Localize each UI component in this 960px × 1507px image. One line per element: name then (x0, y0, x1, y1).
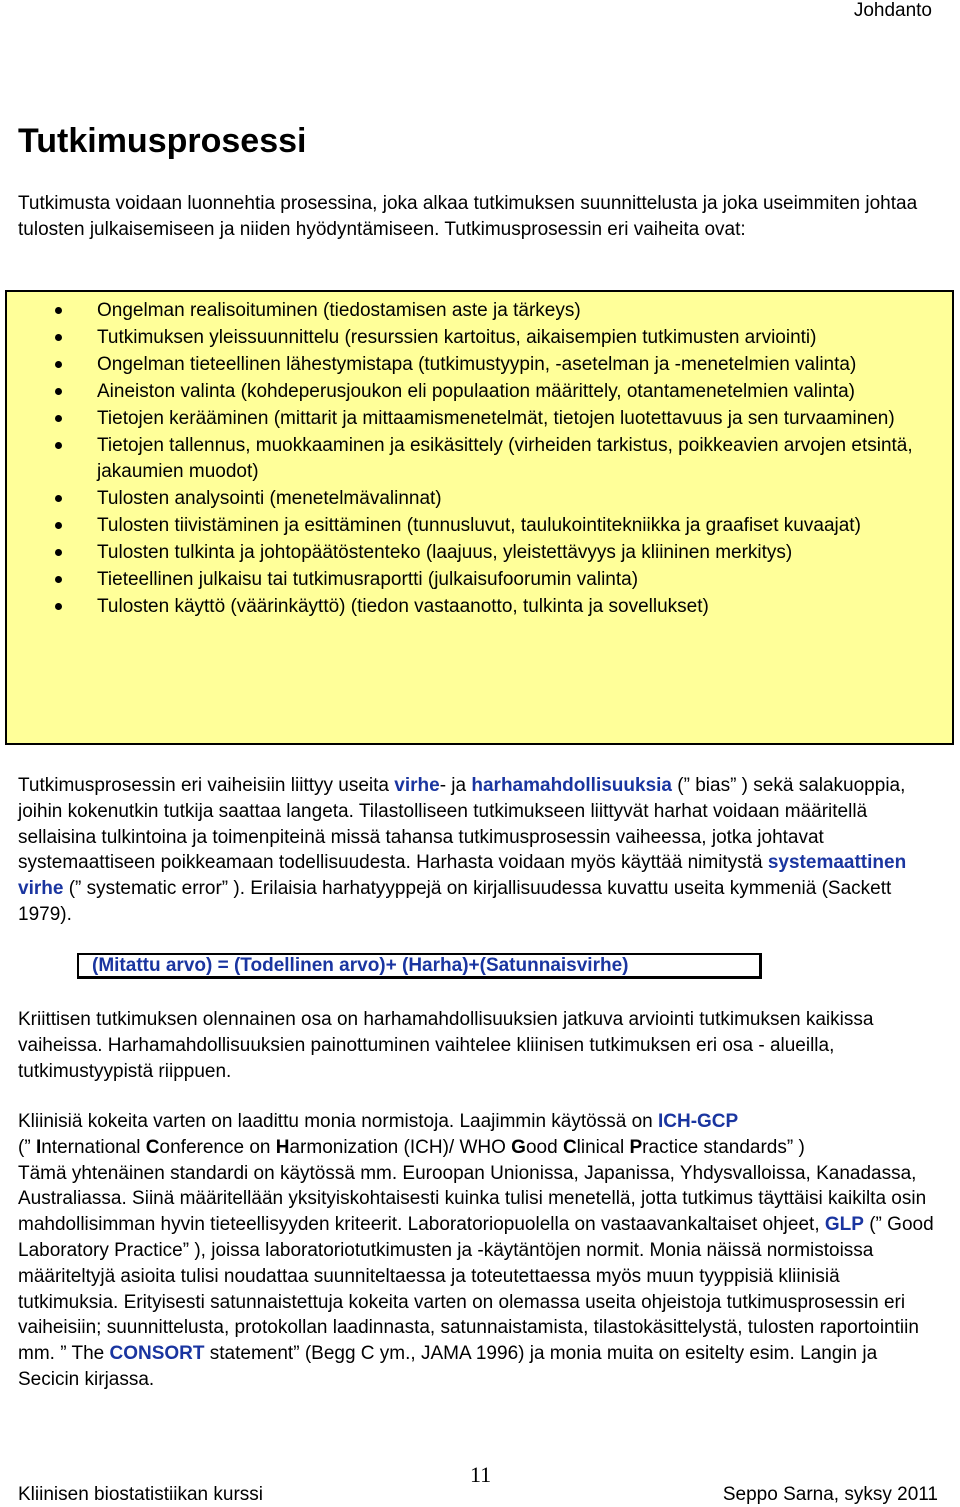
initial-H: H (275, 1136, 290, 1158)
initial-C: C (145, 1136, 160, 1158)
term-systematic-error: systemaattinen virhe (18, 852, 907, 900)
bullet-icon (55, 522, 62, 529)
page-number: 11 (470, 1462, 492, 1487)
standards-paragraph (18, 1109, 943, 1393)
bullet-icon (55, 334, 62, 341)
bullet-icon (55, 415, 62, 422)
initial-P: P (629, 1136, 643, 1158)
footer-author: Seppo Sarna, syksy 2011 (722, 1484, 938, 1505)
section-header: Johdanto (853, 0, 932, 21)
standards-text: Kliinisiä kokeita varten on laadittu monia normistoja. Laajimmin käytössä on (18, 1111, 658, 1132)
formula-box: (Mitattu arvo) = (Todellinen arvo)+ (Harha)+(Satunnaisvirhe) (77, 953, 762, 979)
bullet-icon (55, 442, 62, 449)
standards-text: Tämä yhtenäinen standardi on käytössä mm. Euroopan Unionissa, Japanissa, Yhdysvalloissa, Kanadassa, Australiassa. Siinä määritellään yksityiskohtaisesti kuinka tulisi menetellä, jotta tutkimus täyttäisi kaikilta osin mahdollisimman hyvin tieteellisyyden kriteerit. Laboratoriopuolella on vastaavankaltaiset ohjeet, (18, 1162, 927, 1236)
list-item (55, 379, 935, 405)
bullet-icon (55, 576, 62, 583)
step-text: Tietojen tallennus, muokkaaminen ja esikäsittely (virheiden tarkistus, poikkeavien arvojen etsintä, jakaumien muodot) (97, 435, 913, 482)
step-text: Tulosten käyttö (väärinkäyttö) (tiedon vastaanotto, tulkinta ja sovellukset) (97, 596, 709, 617)
page-title: Tutkimusprosessi (18, 122, 307, 160)
step-text: Tutkimuksen yleissuunnittelu (resurssien kartoitus, aikaisempien tutkimusten arviointi) (97, 327, 817, 348)
bias-text: (” bias” ) sekä salakuoppia, joihin kokenutkin tutkija saattaa langeta. Tilastolliseen tutkimukseen liittyvät harhat voidaan määritellä sellaisina tulkintoina ja toimenpiteinä missä tahansa tutkimusprosessin vaiheessa, jotka johtavat systemaattiseen poikkeamaan todellisuudesta. Harhasta voidaan myös käyttää nimitystä (18, 775, 906, 874)
process-steps-box (5, 290, 954, 745)
initial-I: I (35, 1136, 42, 1158)
bias-text: - ja (439, 775, 472, 796)
bias-text: (” systematic error” ). Erilaisia harhatyyppejä on kirjallisuudessa kuvattu useita kymmeniä (Sackett 1979). (18, 878, 892, 925)
initial-C: C (562, 1136, 577, 1158)
list-item (55, 513, 935, 539)
critical-paragraph: Kriittisen tutkimuksen olennainen osa on harhamahdollisuuksien jatkuva arviointi tutkimuksen kaikissa vaiheissa. Harhamahdollisuuksien painottuminen vaihtelee kliinisen tutkimuksen eri osa - alueilla, tutkimustyypistä riippuen. (18, 1009, 874, 1082)
standards-text: onference on (159, 1136, 276, 1158)
list-item (55, 325, 935, 351)
bullet-icon (55, 388, 62, 395)
bias-paragraph (18, 773, 943, 928)
bullet-icon (55, 549, 62, 556)
list-item (55, 594, 935, 620)
list-item (55, 352, 935, 378)
standards-text: armonization (ICH)/ WHO (289, 1136, 512, 1158)
list-item (55, 540, 935, 566)
step-text: Tieteellinen julkaisu tai tutkimusraportti (julkaisufoorumin valinta) (97, 569, 639, 590)
step-text: Tulosten analysointi (menetelmävalinnat) (97, 488, 442, 509)
standards-text: ractice standards” ) (642, 1136, 805, 1158)
step-text: Aineiston valinta (kohdeperusjoukon eli populaation määrittely, otantamenetelmien valinta) (97, 381, 855, 402)
standards-text: (” Good Laboratory Practice” ), joissa laboratoriotutkimusten ja -käytäntöjen normit. Monia näissä normistoissa määriteltyjä asioita tulisi noudattaa suunniteltaessa ja toteutettaessa myös muun tyyppisiä kliinisiä tutkimuksia. Erityisesti satunnaistettuja kokeita varten on olemassa useita ohjeistoja tutkimusprosessin eri vaiheisiin; suunnittelusta, protokollan laadinnasta, satunnaistamista, tilastokäsittelystä, tulosten raportointiin mm. ” The (18, 1214, 934, 1365)
bullet-icon (55, 361, 62, 368)
bias-text: Tutkimusprosessin eri vaiheisiin liittyy useita (18, 775, 395, 796)
step-text: Ongelman tieteellinen lähestymistapa (tutkimustyypin, -asetelman ja -menetelmien valinta) (97, 354, 857, 375)
step-text: Ongelman realisoituminen (tiedostamisen aste ja tärkeys) (97, 300, 581, 321)
initial-G: G (511, 1136, 526, 1158)
step-text: Tietojen kerääminen (mittarit ja mittaamismenetelmät, tietojen luotettavuus ja sen turvaaminen) (97, 408, 895, 429)
standards-text: ood (525, 1136, 563, 1158)
term-glp: GLP (824, 1214, 864, 1236)
bullet-icon (55, 603, 62, 610)
bullet-icon (55, 495, 62, 502)
footer-course: Kliinisen biostatistiikan kurssi (18, 1484, 263, 1505)
term-harha: harhamahdollisuuksia (471, 775, 672, 796)
intro-paragraph: Tutkimusta voidaan luonnehtia prosessina, joka alkaa tutkimuksen suunnittelusta ja joka useimmiten johtaa tulosten julkaisemiseen ja niiden hyödyntämiseen. Tutkimusprosessin eri vaiheita ovat: (18, 193, 918, 240)
list-item (55, 567, 935, 593)
term-ich-gcp: ICH-GCP (657, 1111, 739, 1132)
list-item (55, 406, 935, 432)
list-item (55, 433, 935, 485)
bullet-icon (55, 307, 62, 314)
standards-text: statement” (Begg C ym., JAMA 1996) ja monia muita on esitelty esim. Langin ja Secicin kirjassa. (18, 1343, 878, 1390)
standards-text: nternational (41, 1136, 146, 1158)
list-item (55, 298, 935, 324)
term-consort: CONSORT (109, 1343, 205, 1365)
step-text: Tulosten tulkinta ja johtopäätöstenteko (laajuus, yleistettävyys ja kliininen merkitys) (97, 542, 793, 563)
step-text: Tulosten tiivistäminen ja esittäminen (tunnusluvut, taulukointitekniikka ja graafiset kuvaajat) (97, 515, 861, 536)
standards-text: linical (576, 1136, 630, 1158)
list-item (55, 486, 935, 512)
process-steps-list (55, 298, 935, 621)
standards-text: (” (18, 1136, 36, 1158)
term-virhe: virhe (394, 775, 440, 796)
